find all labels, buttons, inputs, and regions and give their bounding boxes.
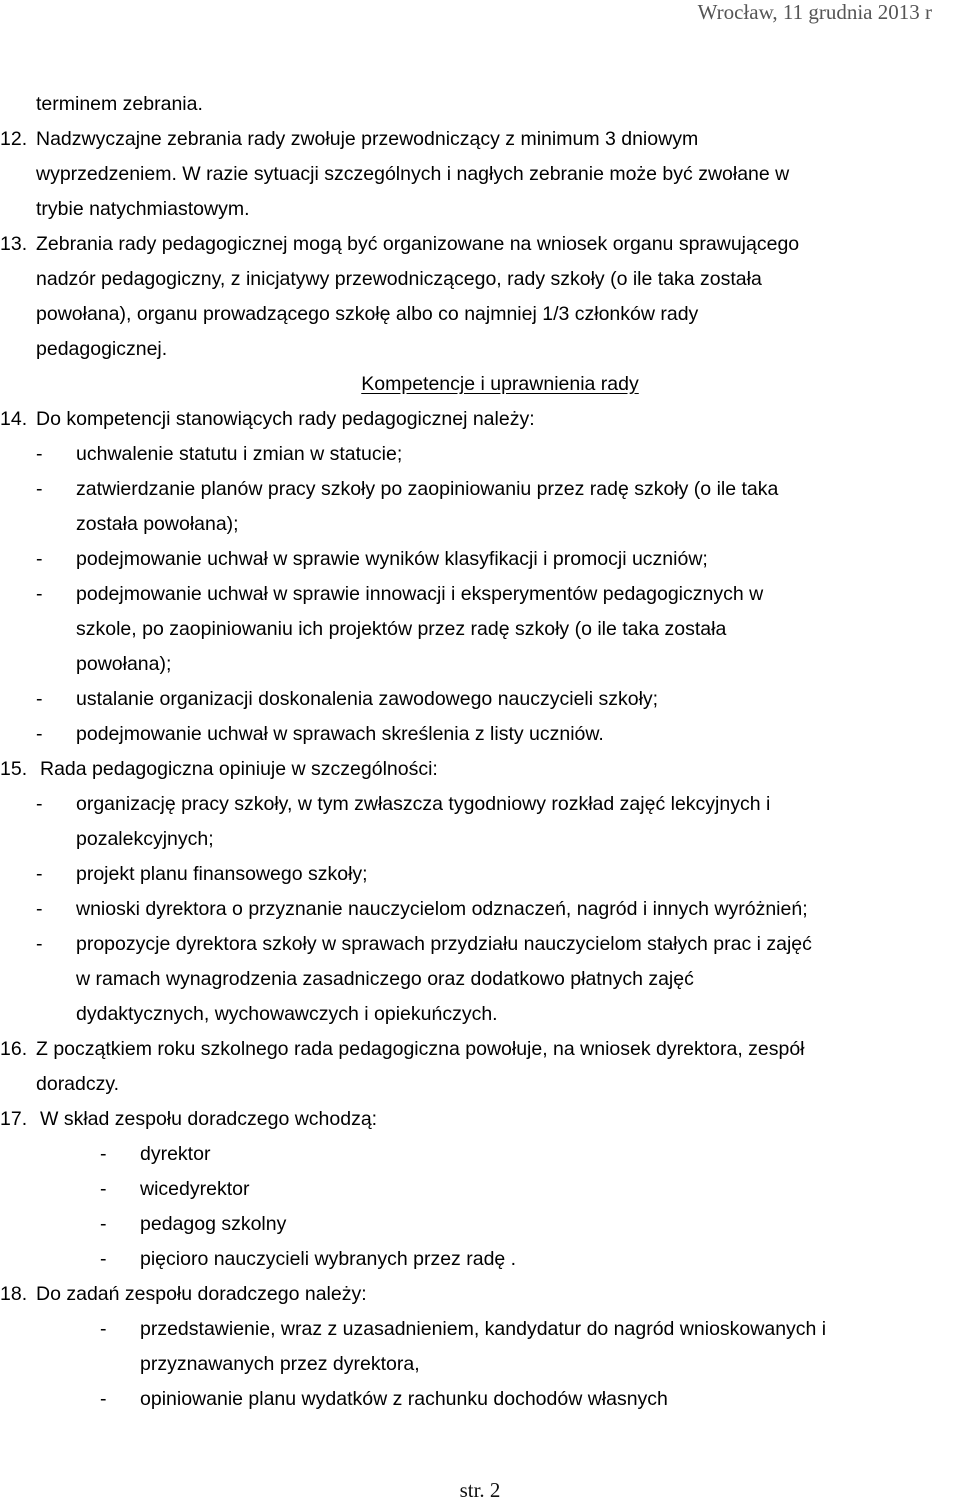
list-item-text: wicedyrektor — [140, 1178, 250, 1200]
list-item-text: propozycje dyrektora szkoły w sprawach przydziału nauczycielom stałych prac i zajęć — [76, 933, 812, 955]
list-dash: - — [36, 898, 43, 920]
list-item-text: pozalekcyjnych; — [76, 828, 214, 850]
section-heading — [0, 372, 960, 396]
list-item-text: przyznawanych przez dyrektora, — [140, 1353, 420, 1375]
list-dash: - — [36, 863, 43, 885]
list-item-text: szkole, po zaopiniowaniu ich projektów przez radę szkoły (o ile taka została — [76, 618, 727, 640]
list-dash: - — [36, 933, 43, 955]
list-item-text: powołana); — [76, 653, 172, 675]
list-item-text: pięcioro nauczycieli wybranych przez radę . — [140, 1248, 517, 1270]
text-line: nadzór pedagogiczny, z inicjatywy przewodniczącego, rady szkoły (o ile taka została — [36, 268, 762, 290]
list-dash: - — [100, 1143, 107, 1165]
list-dash: - — [100, 1318, 107, 1340]
list-item-text: podejmowanie uchwał w sprawie innowacji i eksperymentów pedagogicznych w — [76, 583, 764, 605]
list-dash: - — [100, 1388, 107, 1410]
list-item-text: dyrektor — [140, 1143, 211, 1165]
list-dash: - — [36, 583, 43, 605]
list-dash: - — [100, 1213, 107, 1235]
page-number: str. 2 — [459, 1478, 501, 1502]
text-line: trybie natychmiastowym. — [36, 198, 250, 220]
list-dash: - — [36, 793, 43, 815]
text-line: Nadzwyczajne zebrania rady zwołuje przewodniczący z minimum 3 dniowym — [36, 128, 699, 150]
list-item-text: została powołana); — [76, 513, 239, 535]
list-dash: - — [36, 478, 43, 500]
list-item-text: uchwalenie statutu i zmian w statucie; — [76, 443, 403, 465]
text-line: Do kompetencji stanowiących rady pedagogicznej należy: — [36, 408, 535, 430]
list-dash: - — [36, 443, 43, 465]
item-number-18: 18. — [0, 1283, 28, 1305]
text-line: doradczy. — [36, 1073, 120, 1095]
list-item-text: projekt planu finansowego szkoły; — [76, 863, 368, 885]
text-line: Z początkiem roku szkolnego rada pedagogiczna powołuje, na wniosek dyrektora, zespół — [36, 1038, 805, 1060]
item-number-15: 15. — [0, 758, 28, 780]
list-item-text: organizację pracy szkoły, w tym zwłaszcza tygodniowy rozkład zajęć lekcyjnych i — [76, 793, 771, 815]
text-line: Rada pedagogiczna opiniuje w szczególności: — [40, 758, 438, 780]
text-line: Zebrania rady pedagogicznej mogą być organizowane na wniosek organu sprawującego — [36, 233, 800, 255]
list-dash: - — [36, 688, 43, 710]
text-line: pedagogicznej. — [36, 338, 168, 360]
item-number-12: 12. — [0, 128, 28, 150]
list-dash: - — [36, 548, 43, 570]
document-header-date: Wrocław, 11 grudnia 2013 r — [697, 0, 932, 24]
list-item-text: pedagog szkolny — [140, 1213, 287, 1235]
section-heading-text: Kompetencje i uprawnienia rady — [361, 373, 639, 395]
list-item-text: podejmowanie uchwał w sprawach skreślenia z listy uczniów. — [76, 723, 604, 745]
text-line: wyprzedzeniem. W razie sytuacji szczególnych i nagłych zebranie może być zwołane w — [36, 163, 790, 185]
text-line: terminem zebrania. — [36, 93, 203, 115]
list-item-text: podejmowanie uchwał w sprawie wyników klasyfikacji i promocji uczniów; — [76, 548, 708, 570]
list-dash: - — [36, 723, 43, 745]
item-number-17: 17. — [0, 1108, 28, 1130]
list-item-text: przedstawienie, wraz z uzasadnieniem, kandydatur do nagród wnioskowanych i — [140, 1318, 827, 1340]
list-item-text: w ramach wynagrodzenia zasadniczego oraz dodatkowo płatnych zajęć — [76, 968, 694, 990]
text-line: Do zadań zespołu doradczego należy: — [36, 1283, 367, 1305]
item-number-16: 16. — [0, 1038, 28, 1060]
list-item-text: opiniowanie planu wydatków z rachunku dochodów własnych — [140, 1388, 668, 1410]
list-item-text: ustalanie organizacji doskonalenia zawodowego nauczycieli szkoły; — [76, 688, 659, 710]
list-item-text: zatwierdzanie planów pracy szkoły po zaopiniowaniu przez radę szkoły (o ile taka — [76, 478, 779, 500]
list-dash: - — [100, 1248, 107, 1270]
list-dash: - — [100, 1178, 107, 1200]
text-line: powołana), organu prowadzącego szkołę albo co najmniej 1/3 członków rady — [36, 303, 699, 325]
item-number-13: 13. — [0, 233, 28, 255]
list-item-text: dydaktycznych, wychowawczych i opiekuńczych. — [76, 1003, 498, 1025]
item-number-14: 14. — [0, 408, 28, 430]
list-item-text: wnioski dyrektora o przyznanie nauczycielom odznaczeń, nagród i innych wyróżnień; — [76, 898, 808, 920]
text-line: W skład zespołu doradczego wchodzą: — [40, 1108, 378, 1130]
